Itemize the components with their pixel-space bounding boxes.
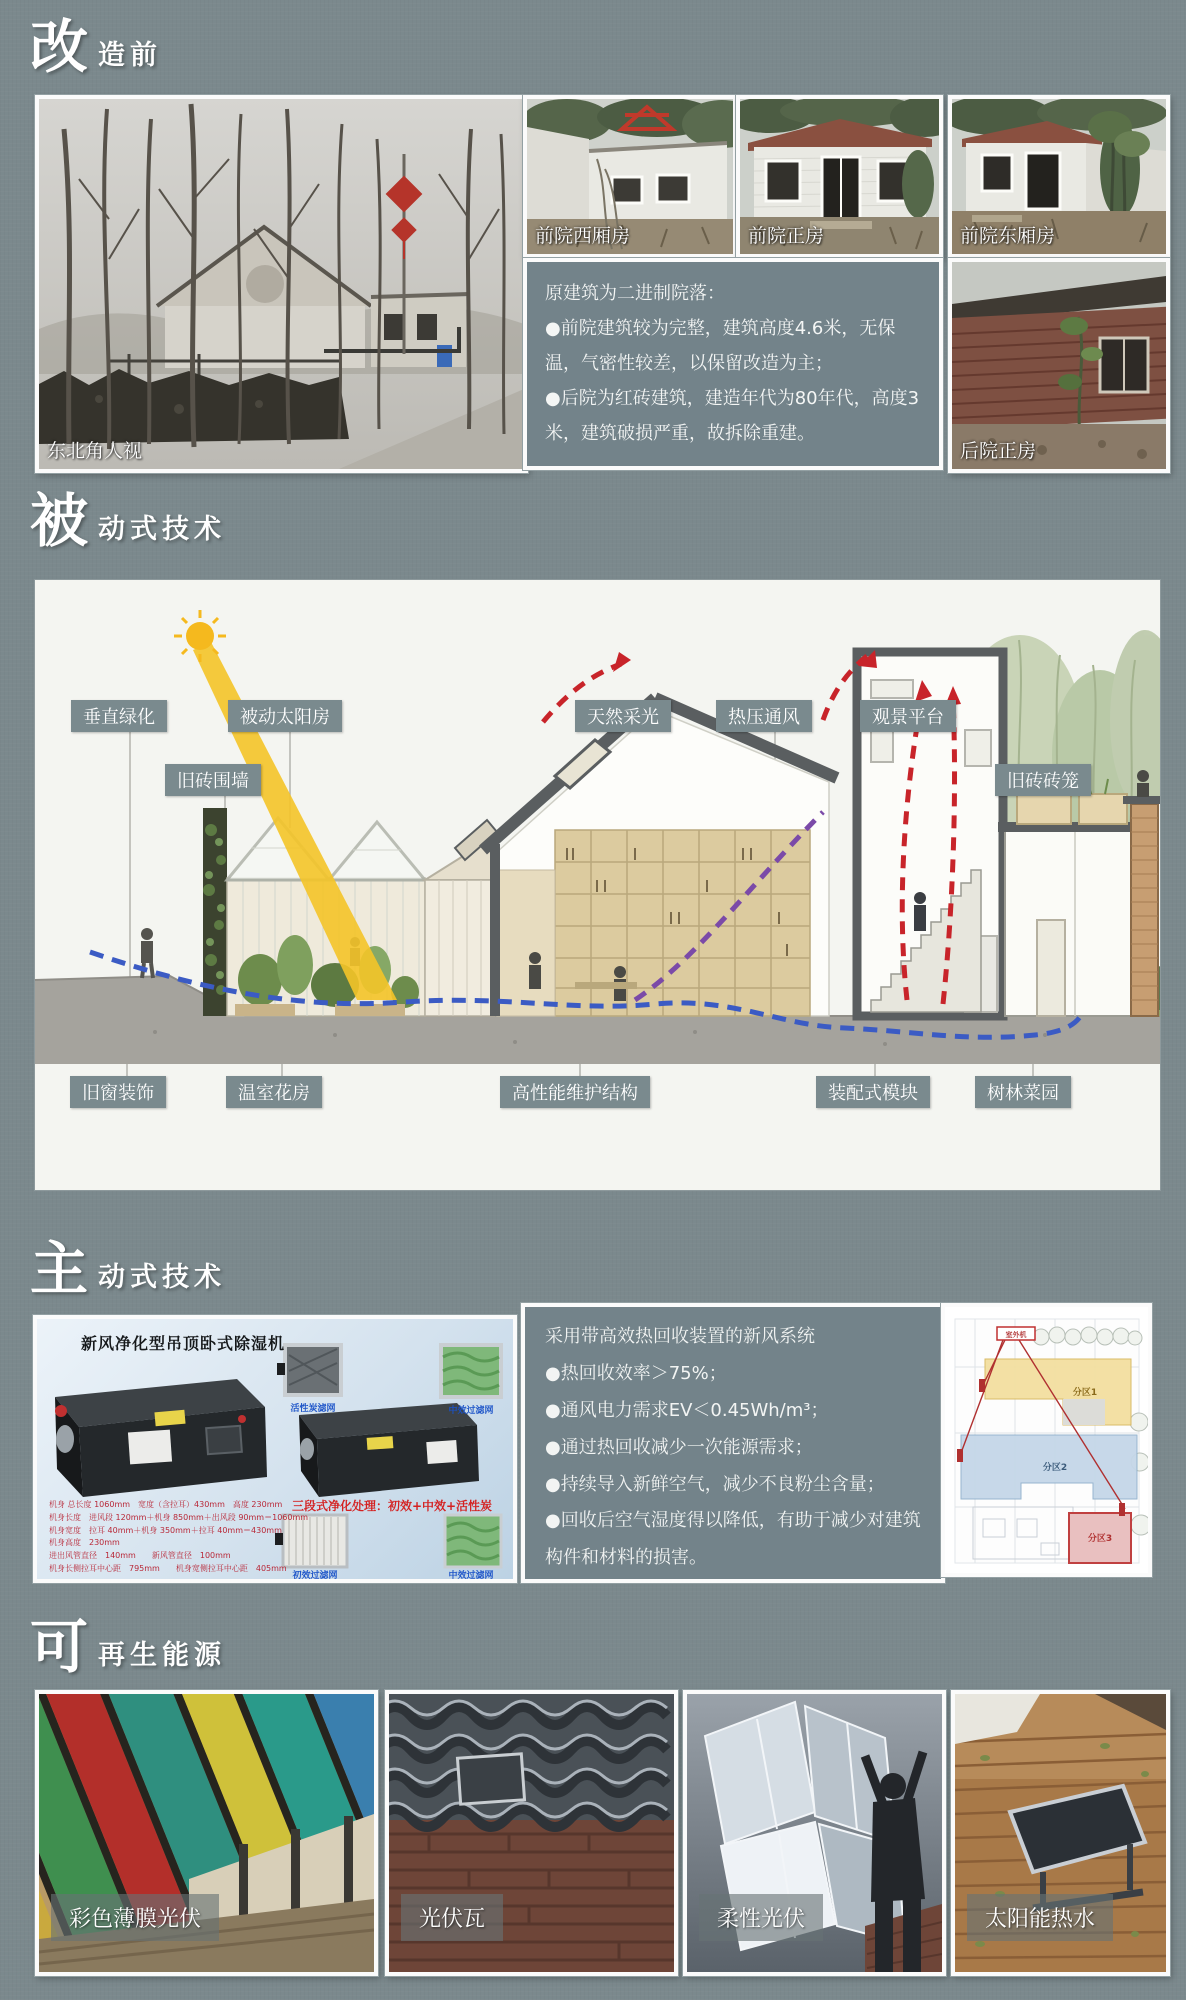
zoning-plan-panel [941,1303,1152,1577]
label-old-brick-wall: 旧砖围墙 [165,764,261,796]
purification-process-text: 三段式净化处理：初效+中效+活性炭 [291,1499,493,1513]
photo-back-main-house [948,258,1170,473]
title-rest-renewable: 再生能源 [98,1640,227,1671]
northeast-view-illustration [39,99,524,469]
label-daylighting: 天然采光 [575,700,671,732]
label-greenhouse: 温室花房 [226,1076,322,1108]
label-high-perf-envelope: 高性能维护结构 [500,1076,650,1108]
spec-line: 机身 总长度 1060mm 宽度（含拉耳）430mm 高度 230mm [49,1500,283,1509]
title-glyph-ke: 可 [30,1613,89,1681]
photo-colored-thinfilm-pv [35,1690,378,1976]
sun-icon [174,610,226,662]
section-title-active [30,1235,227,1303]
ventilation-bullet-2: ●通风电力需求EV＜0.45Wh/m³； [545,1399,829,1421]
zone-2-label: 分区2 [1042,1463,1068,1473]
section-title-before [30,13,163,81]
title-glyph-zhu: 主 [30,1235,89,1303]
title-rest-active: 动式技术 [98,1262,227,1293]
photo-front-main-house [736,95,943,258]
photo-flexible-pv [683,1690,946,1976]
photo-front-east-wing [948,95,1170,258]
title-rest-passive: 动式技术 [98,514,227,545]
pv-label-tile: 光伏瓦 [401,1894,503,1941]
photo-solar-hot-water [951,1690,1170,1976]
ventilation-bullet-3: ●通过热回收减少一次能源需求； [545,1436,813,1458]
pv-label-thinfilm: 彩色薄膜光伏 [51,1894,219,1941]
label-viewing-platform: 观景平台 [860,700,956,732]
before-info-box [523,258,943,470]
photo-label-northeast: 东北角人视 [47,440,143,462]
right-building [998,770,1145,1016]
photo-northeast-view [35,95,528,473]
before-info-bullet-2: ●后院为红砖建筑，建造年代为80年代，高度3米，建筑破损严重，故拆除重建。 [545,388,920,445]
photo-label-front-west: 前院西厢房 [535,225,631,247]
section-title-renewable [30,1613,227,1681]
title-glyph-bei: 被 [30,487,89,555]
photo-label-front-east: 前院东厢房 [960,225,1056,247]
label-old-window-decor: 旧窗装饰 [70,1076,166,1108]
filter-label-medium-top: 中效过滤网 [448,1406,494,1416]
label-vertical-greening: 垂直绿化 [71,700,167,732]
pv-label-flexible: 柔性光伏 [699,1894,823,1941]
label-prefab-module: 装配式模块 [816,1076,930,1108]
main-building [483,698,837,1016]
label-stack-ventilation: 热压通风 [716,700,812,732]
photo-label-front-main: 前院正房 [748,225,825,247]
filter-label-medium-bottom: 中效过滤网 [448,1571,494,1581]
spec-line: 机身长度 进风段 120mm＋机身 850mm＋出风段 90mm＝1060mm [49,1512,309,1522]
zone-3-label: 分区3 [1087,1534,1113,1544]
ventilation-bullet-1: ●热回收效率＞75%； [545,1362,727,1384]
section-title-passive [30,487,227,555]
spec-line: 机身宽度 拉耳 40mm＋机身 350mm＋拉耳 40mm＝430mm [49,1525,282,1535]
ventilation-bullet-4: ●持续导入新鲜空气，减少不良粉尘含量； [545,1473,885,1495]
zone-1-label: 分区1 [1072,1388,1098,1398]
before-info-bullet-1: ●前院建筑较为完整，建筑高度4.6米，无保温，气密性较差，以保留改造为主； [545,318,896,375]
pv-label-solar-water: 太阳能热水 [967,1894,1113,1941]
zoning-plan [945,1307,1148,1573]
passive-diagram-panel [35,580,1160,1190]
product-specs [49,1499,308,1576]
filter-label-carbon: 活性炭滤网 [290,1404,336,1414]
product-name: 新风净化型吊顶卧式除湿机 [81,1334,286,1353]
title-glyph-gai: 改 [30,13,89,81]
photo-front-west-wing [523,95,737,258]
spec-line: 机身高度 230mm [49,1538,120,1548]
spec-line: 进出风管直径 140mm 新风管直径 100mm [49,1551,231,1561]
label-brick-cage: 旧砖砖笼 [995,764,1091,796]
before-info-title: 原建筑为二进制院落： [545,283,725,304]
spec-line: 机身长侧拉耳中心距 795mm 机身宽侧拉耳中心距 405mm [49,1563,287,1573]
filter-label-primary: 初效过滤网 [292,1571,338,1581]
title-rest-before: 造前 [98,40,163,71]
label-forest-garden: 树林菜园 [975,1076,1071,1108]
label-passive-sunroom: 被动太阳房 [228,700,342,732]
photo-pv-tile [385,1690,678,1976]
ventilation-heading: 采用带高效热回收装置的新风系统 [545,1326,815,1347]
ventilation-bullet-5: ●回收后空气湿度得以降低，有助于减少对建筑构件和材料的损害。 [545,1510,921,1569]
dehumidifier-product-panel [33,1315,517,1583]
ventilation-text-panel [521,1303,945,1583]
outdoor-unit-label: 室外机 [1005,1331,1027,1339]
photo-label-back-main: 后院正房 [960,440,1037,462]
